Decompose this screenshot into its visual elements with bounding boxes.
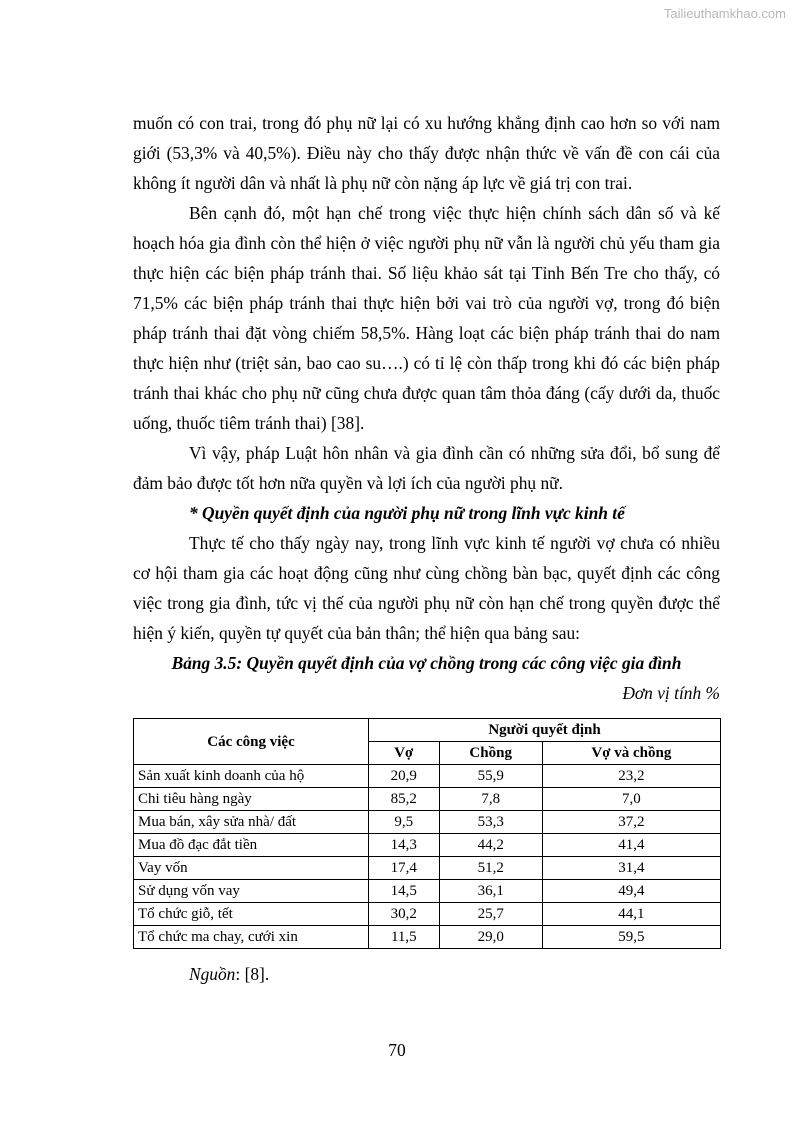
cell-wife: 14,3 xyxy=(369,834,440,857)
cell-both: 37,2 xyxy=(542,811,720,834)
source-label: Nguồn xyxy=(189,964,236,984)
header-both: Vợ và chồng xyxy=(542,742,720,765)
header-husband: Chồng xyxy=(439,742,542,765)
table-row xyxy=(134,765,721,788)
cell-task: Mua bán, xây sửa nhà/ đất xyxy=(134,811,369,834)
paragraph-1: muốn có con trai, trong đó phụ nữ lại có xu hướng khẳng định cao hơn so với nam giới (53,3% và 40,5%). Điều này cho thấy được nhận thức về vấn đề con cái của không ít người dân và nhất là phụ nữ còn nặng áp lực về giá trị con trai. xyxy=(133,113,720,193)
cell-wife: 14,5 xyxy=(369,880,440,903)
cell-both: 49,4 xyxy=(542,880,720,903)
cell-wife: 85,2 xyxy=(369,788,440,811)
cell-husband: 44,2 xyxy=(439,834,542,857)
cell-task: Vay vốn xyxy=(134,857,369,880)
header-wife: Vợ xyxy=(369,742,440,765)
table-row xyxy=(134,926,721,949)
cell-husband: 53,3 xyxy=(439,811,542,834)
cell-both: 41,4 xyxy=(542,834,720,857)
page-content xyxy=(133,108,720,989)
table-row xyxy=(134,811,721,834)
source-ref: : [8]. xyxy=(235,964,270,984)
table-row xyxy=(134,857,721,880)
cell-husband: 55,9 xyxy=(439,765,542,788)
cell-task: Tổ chức giỗ, tết xyxy=(134,903,369,926)
cell-both: 23,2 xyxy=(542,765,720,788)
source-note xyxy=(133,959,720,989)
cell-wife: 9,5 xyxy=(369,811,440,834)
table-row xyxy=(134,880,721,903)
paragraph-3: Vì vậy, pháp Luật hôn nhân và gia đình cần có những sửa đổi, bổ sung để đảm bảo được tốt hơn nữa quyền và lợi ích của người phụ nữ. xyxy=(133,443,720,493)
cell-wife: 20,9 xyxy=(369,765,440,788)
table-row xyxy=(134,834,721,857)
cell-husband: 51,2 xyxy=(439,857,542,880)
cell-husband: 29,0 xyxy=(439,926,542,949)
table-unit: Đơn vị tính % xyxy=(622,683,720,703)
cell-husband: 36,1 xyxy=(439,880,542,903)
paragraph-2: Bên cạnh đó, một hạn chế trong việc thực hiện chính sách dân số và kế hoạch hóa gia đình còn thể hiện ở việc người phụ nữ vẫn là người chủ yếu tham gia thực hiện các biện pháp tránh thai. Số liệu khảo sát tại Tỉnh Bến Tre cho thấy, có 71,5% các biện pháp tránh thai thực hiện bởi vai trò của người vợ, trong đó biện pháp tránh thai đặt vòng chiếm 58,5%. Hàng loạt các biện pháp tránh thai do nam thực hiện như (triệt sản, bao cao su….) có tỉ lệ còn thấp trong khi đó các biện pháp tránh thai khác cho phụ nữ cũng chưa được quan tâm thỏa đáng (cấy dưới da, thuốc uống, thuốc tiêm tránh thai) [38]. xyxy=(133,203,720,433)
cell-husband: 7,8 xyxy=(439,788,542,811)
cell-task: Mua đồ đạc đắt tiền xyxy=(134,834,369,857)
table-row xyxy=(134,903,721,926)
header-task: Các công việc xyxy=(134,719,369,765)
cell-both: 31,4 xyxy=(542,857,720,880)
header-decider-group: Người quyết định xyxy=(369,719,721,742)
cell-task: Tổ chức ma chay, cưới xin xyxy=(134,926,369,949)
paragraph-4: Thực tế cho thấy ngày nay, trong lĩnh vực kinh tế người vợ chưa có nhiều cơ hội tham gia các hoạt động cũng như cùng chồng bàn bạc, quyết định các công việc trong gia đình, tức vị thế của người phụ nữ còn hạn chế trong quyền được thể hiện ý kiến, quyền tự quyết của bản thân; thể hiện qua bảng sau: xyxy=(133,533,720,643)
page-number: 70 xyxy=(388,1040,406,1060)
cell-both: 59,5 xyxy=(542,926,720,949)
cell-wife: 30,2 xyxy=(369,903,440,926)
decision-table xyxy=(133,718,721,949)
watermark: Tailieuthamkhao.com xyxy=(663,6,786,21)
table-caption: Bảng 3.5: Quyền quyết định của vợ chồng trong các công việc gia đình xyxy=(171,653,682,673)
cell-husband: 25,7 xyxy=(439,903,542,926)
table-row xyxy=(134,788,721,811)
section-subheading: * Quyền quyết định của người phụ nữ trong lĩnh vực kinh tế xyxy=(189,503,625,523)
cell-both: 7,0 xyxy=(542,788,720,811)
table-header-row xyxy=(134,719,721,742)
cell-wife: 11,5 xyxy=(369,926,440,949)
cell-wife: 17,4 xyxy=(369,857,440,880)
cell-task: Chi tiêu hàng ngày xyxy=(134,788,369,811)
cell-task: Sản xuất kinh doanh của hộ xyxy=(134,765,369,788)
cell-task: Sử dụng vốn vay xyxy=(134,880,369,903)
cell-both: 44,1 xyxy=(542,903,720,926)
